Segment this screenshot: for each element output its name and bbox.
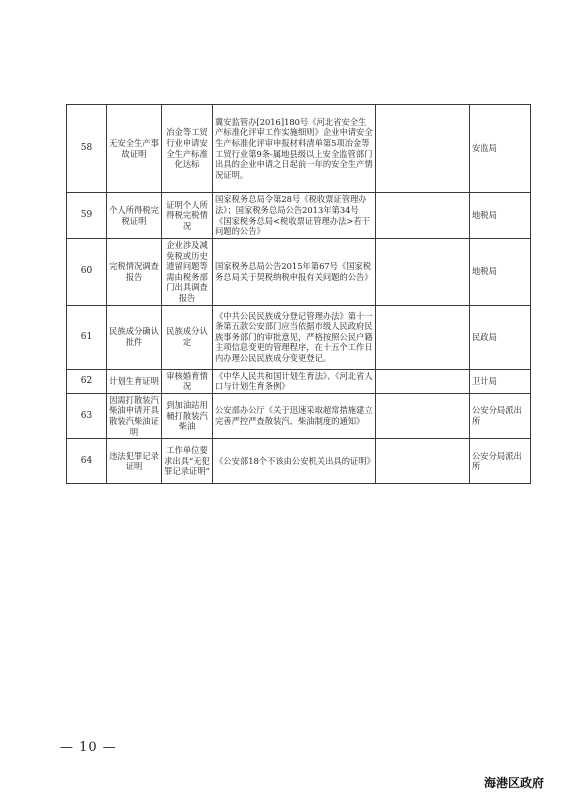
cell-legal-basis: 公安部办公厅《关于迅速采取超常措施建立完善严控严查散装汽、柴油制度的通知》 [213, 393, 376, 438]
cell-number: 59 [67, 193, 107, 239]
cell-reason: 工作单位要求出具“无犯罪记录证明” [162, 439, 213, 484]
cell-blank [376, 393, 470, 438]
cell-reason: 民族成分认定 [162, 305, 213, 369]
cell-blank [376, 369, 470, 393]
cell-certificate-name: 计划生育证明 [107, 369, 162, 393]
table-row [67, 193, 531, 239]
cell-number: 61 [67, 305, 107, 369]
table-row [67, 239, 531, 306]
table-row [67, 393, 531, 438]
cell-department: 公安分局派出所 [470, 393, 531, 438]
cell-legal-basis: 《公安部18个不该由公安机关出具的证明》 [213, 439, 376, 484]
cell-certificate-name: 违法犯罪记录证明 [107, 439, 162, 484]
cell-certificate-name: 无安全生产事故证明 [107, 105, 162, 193]
cell-blank [376, 105, 470, 193]
cell-reason: 证明个人所得税完税情况 [162, 193, 213, 239]
cell-reason: 审核婚育情况 [162, 369, 213, 393]
cell-certificate-name: 因需打散装汽柴油申请开具散装汽柴油证明 [107, 393, 162, 438]
cell-legal-basis: 冀安监管办[2016]180号《河北省安全生产标准化评审工作实施细则》企业申请安全生产标准化评审申报材料清单第5项冶金等工贸行业第9条-属地县级以上安全监管部门出具的企业申请之日起前一年的安全生产情况证明。 [213, 105, 376, 193]
cell-blank [376, 305, 470, 369]
cell-department: 地税局 [470, 239, 531, 306]
cell-number: 62 [67, 369, 107, 393]
cell-number: 60 [67, 239, 107, 306]
certificates-table [66, 104, 531, 484]
cell-reason: 到加油站用桶打散装汽柴油 [162, 393, 213, 438]
cell-blank [376, 239, 470, 306]
cell-certificate-name: 完税情况调查报告 [107, 239, 162, 306]
cell-department: 安监局 [470, 105, 531, 193]
cell-number: 58 [67, 105, 107, 193]
table-row [67, 369, 531, 393]
cell-department: 卫计局 [470, 369, 531, 393]
source-watermark: 海港区政府 [483, 776, 544, 790]
cell-reason: 冶金等工贸行业申请安全生产标准化达标 [162, 105, 213, 193]
table-body [67, 105, 531, 484]
cell-legal-basis: 国家税务总局公告2015年第67号《国家税务总局关于契税纳税申报有关问题的公告》 [213, 239, 376, 306]
cell-number: 64 [67, 439, 107, 484]
cell-reason: 企业涉及减免税或历史遗留问题等需由税务部门出具调查报告 [162, 239, 213, 306]
cell-department: 地税局 [470, 193, 531, 239]
cell-blank [376, 439, 470, 484]
cell-certificate-name: 个人所得税完税证明 [107, 193, 162, 239]
cell-number: 63 [67, 393, 107, 438]
cell-department: 公安分局派出所 [470, 439, 531, 484]
table-row [67, 305, 531, 369]
cell-legal-basis: 国家税务总局令第28号《税收票证管理办法》；国家税务总局公告2013年第34号《国家税务总局<税收票证管理办法>若干问题的公告》 [213, 193, 376, 239]
cell-blank [376, 193, 470, 239]
cell-legal-basis: 《中华人民共和国计划生育法》、《河北省人口与计划生育条例》 [213, 369, 376, 393]
page-number: — 10 — [60, 740, 117, 755]
table-row [67, 439, 531, 484]
table-row [67, 105, 531, 193]
cell-department: 民政局 [470, 305, 531, 369]
cell-legal-basis: 《中共公民民族成分登记管理办法》第十一条第五款公安部门应当依据市级人民政府民族事务部门的审批意见，严格按照公民户籍主项信息变更的管理程序，在十五个工作日内办理公民民族成分变更登记。 [213, 305, 376, 369]
cell-certificate-name: 民族成分确认批件 [107, 305, 162, 369]
